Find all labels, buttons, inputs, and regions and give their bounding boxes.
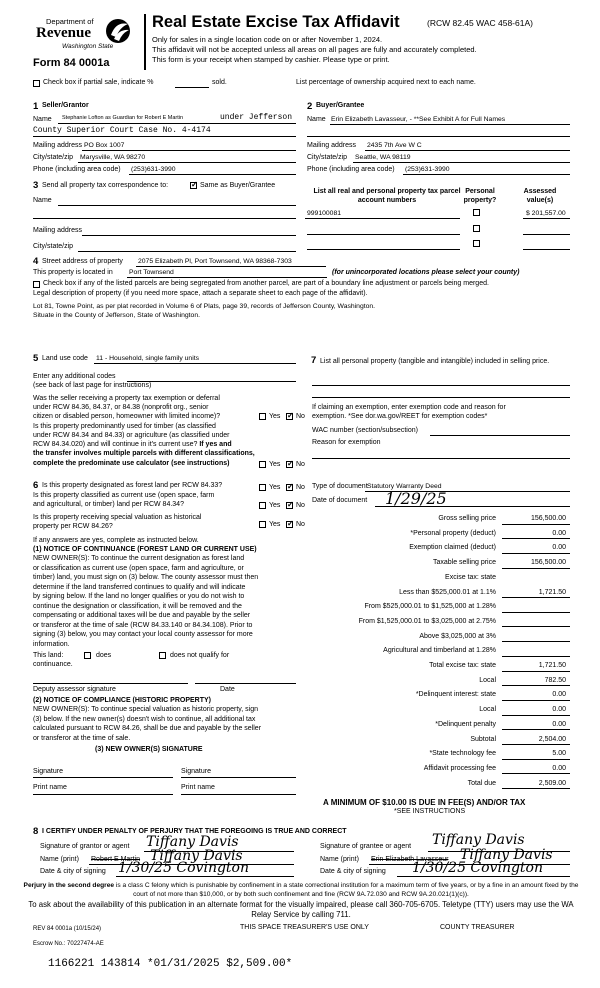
same-as-buyer-checkbox[interactable] <box>190 182 197 189</box>
historic-yes-label: Yes <box>269 521 281 528</box>
seller-phone-label: Phone (including area code) <box>33 166 121 173</box>
section-3-number: 3 <box>33 180 39 191</box>
tax-row-value[interactable]: 0.00 <box>552 544 566 552</box>
dept-line2: Revenue <box>36 25 91 41</box>
form-number: Form 84 0001a <box>33 57 110 69</box>
notice-line: calculated pursuant to RCW 84.26, shall be due and payable by the seller <box>33 725 262 732</box>
deputy-signature-label: Deputy assessor signature <box>33 686 116 693</box>
seller-name-prefix: Stephanie Lofton as Guardian for Robert E Martin <box>62 115 184 121</box>
notice-continuance-title: (1) NOTICE OF CONTINUANCE (FOREST LAND OR CURRENT USE) <box>33 546 257 553</box>
tax-row-label: Agricultural and timberland at 1.28% <box>383 647 496 655</box>
tax-row-label: Local <box>479 676 496 684</box>
seller-mailing-label: Mailing address <box>33 142 83 149</box>
additional-codes-label: Enter any additional codes <box>33 373 116 380</box>
partial-sale-sold: sold. <box>212 79 227 86</box>
segregate-label: Check box if any of the listed parcels are being segregated from another parcel, are part of a boundary line adjustment or parcels being merged. <box>43 280 489 287</box>
county-treasurer-label: COUNTY TREASURER <box>440 924 515 931</box>
escrow-value: 70227474-AE <box>67 941 104 947</box>
grantor-name-handwritten[interactable]: Tiffany Davis <box>150 848 243 864</box>
header-divider <box>144 14 146 70</box>
timber-question-line4: the transfer involves multiple parcels with different classifications, <box>33 450 255 457</box>
grantee-signature[interactable]: Tiffany Davis <box>432 832 525 848</box>
grantee-name-struck: Erin Elizabeth Lavasseur <box>371 856 449 863</box>
document-date-label: Date of document <box>312 497 368 504</box>
timber-question-line1: Is this property predominantly used for timber (as classified <box>33 423 216 430</box>
tax-row-underline <box>502 729 570 730</box>
tax-row-label: Subtotal <box>470 735 496 743</box>
ownership-note: List percentage of ownership acquired next to each name. <box>296 79 476 86</box>
tax-row-underline <box>502 568 570 569</box>
current-use-yes-label: Yes <box>269 502 281 509</box>
tax-row-label: Less than $525,000.01 at 1.1% <box>399 588 496 596</box>
historic-no-label: No <box>296 521 305 528</box>
corr-name-label: Name <box>33 197 52 204</box>
current-use-no-label: No <box>296 502 305 509</box>
alt-format-notice <box>20 900 582 920</box>
exemption-question-line3: citizen or disabled person, homeowner with limited income)? <box>33 413 221 420</box>
grantee-date-city[interactable]: 1/30/25 Covington <box>412 860 543 876</box>
alt-format-text2: (TTY) users may use the WA Relay Service by calling 711. <box>251 900 574 919</box>
exemption-question-line1: Was the seller receiving a property tax exemption or deferral <box>33 395 220 402</box>
grantee-signature-label: Signature of grantee or agent <box>320 843 412 850</box>
notice-compliance-title: (2) NOTICE OF COMPLIANCE (HISTORIC PROPERTY) <box>33 697 211 704</box>
tax-row-underline <box>502 524 570 525</box>
perjury-text1: is a class C felony which is punishable by confinement in a state correctional institution for a maximum term of five years, or by <box>114 882 485 889</box>
timber-question-line3-text: RCW 84.34.020) and will continue in it's current use? <box>33 441 198 448</box>
timber-no-label: No <box>296 461 305 468</box>
buyer-name-label: Name <box>307 116 326 123</box>
continuance-label: continuance. <box>33 661 73 668</box>
notice-line: or transferor at the time of sale. <box>33 734 131 742</box>
buyer-name-value[interactable]: Erin Elizabeth Lavasseur, - **See Exhibit A for Full Names <box>331 116 506 123</box>
additional-codes-field[interactable] <box>127 381 296 382</box>
tax-row-value[interactable]: 0.00 <box>552 764 566 772</box>
exemption-no-label: No <box>296 413 305 420</box>
tax-row-label: Local <box>479 706 496 714</box>
document-type-value[interactable]: Statutory Warranty Deed <box>367 483 442 490</box>
tax-row-value[interactable]: 2,504.00 <box>538 735 566 743</box>
owner-print-name-field-1[interactable] <box>33 794 173 795</box>
parcel-number[interactable]: 999100081 <box>307 210 342 217</box>
seller-mailing-value[interactable]: PO Box 1007 <box>84 142 125 149</box>
correspondence-label: Send all property tax correspondence to: <box>42 182 169 189</box>
tax-row-label: Taxable selling price <box>432 559 496 567</box>
treasurer-space-label: THIS SPACE TREASURER'S USE ONLY <box>240 924 369 931</box>
forest-yes-label: Yes <box>269 484 281 491</box>
tax-row-label: Gross selling price <box>438 515 496 522</box>
tax-row-value[interactable]: 0.00 <box>552 706 566 714</box>
seller-name-continued: County Superior Court Case No. 4-4174 <box>33 126 211 135</box>
grantee-date-label: Date & city of signing <box>320 868 386 875</box>
notice-line: timber) land, you must sign on (3) below. The county assessor must then <box>33 574 259 581</box>
does-qualify-label: does <box>96 652 112 659</box>
current-use-question-line1: Is this property classified as current use (open space, farm <box>33 492 215 499</box>
exemption-claim-line1: If claiming an exemption, enter exemption code and reason for <box>312 404 506 411</box>
tax-row-label: Excise tax: state <box>445 573 496 581</box>
notice-line: compensating or additional taxes will be due and payable by the seller <box>33 612 251 619</box>
grantor-name-struck: Robert E Martin <box>91 856 141 863</box>
seller-heading: Seller/Grantor <box>42 102 89 109</box>
historic-yes-checkbox[interactable] <box>259 521 266 528</box>
current-use-yes-checkbox[interactable] <box>259 502 266 509</box>
notice-line: by signing below. If the land no longer qualifies or you do not wish to <box>33 593 245 600</box>
document-type-label: Type of document <box>312 483 368 490</box>
notice-line: signing (3) below, you may contact your local county assessor for more <box>33 631 253 638</box>
partial-sale-percent-field[interactable] <box>175 87 209 88</box>
historic-no-checkbox[interactable] <box>286 521 293 528</box>
additional-codes-sub: (see back of last page for instructions) <box>33 382 152 389</box>
does-not-qualify-checkbox[interactable] <box>159 652 166 659</box>
buyer-city-value[interactable]: Seattle, WA 98119 <box>355 154 411 161</box>
tax-row-underline <box>502 612 570 613</box>
assessed-value-col-header: Assessed value(s) <box>523 188 557 204</box>
grantor-signature-label: Signature of grantor or agent <box>40 843 130 850</box>
notice-line: (3) below. If the new owner(s) doesn't wish to continue, all additional tax <box>33 715 256 723</box>
escrow-number <box>33 941 104 947</box>
revenue-logo-icon <box>104 15 132 47</box>
grantee-name-label: Name (print) <box>320 856 359 863</box>
buyer-phone-value[interactable]: (253)631-3990 <box>405 166 450 173</box>
buyer-heading: Buyer/Grantee <box>316 102 365 109</box>
new-owners-signature-heading: (3) NEW OWNER(S) SIGNATURE <box>95 746 203 753</box>
seller-city-label: City/state/zip <box>33 154 74 161</box>
tax-row-label: *Delinquent penalty <box>435 720 496 728</box>
owner-signature-label-1: Signature <box>33 768 63 775</box>
legal-description-label: Legal description of property (if you need more space, attach a separate sheet to each page of the affidavit). <box>33 290 368 297</box>
section-5-number: 5 <box>33 353 39 364</box>
wac-label: WAC number (section/subsection) <box>312 427 418 434</box>
tax-row-underline <box>502 685 570 686</box>
tax-row-underline <box>502 626 570 627</box>
tax-row-value[interactable]: 156,500.00 <box>530 559 566 567</box>
personal-property-checkbox-1[interactable] <box>473 209 480 216</box>
owner-signature-label-2: Signature <box>181 768 211 775</box>
forest-land-question: Is this property designated as forest land per RCW 84.33? <box>42 482 223 489</box>
corr-city-label: City/state/zip <box>33 243 74 250</box>
cashier-receipt-stamp: 1166221 143814 *01/31/2025 $2,509.00* <box>48 958 293 970</box>
located-label: This property is located in <box>33 269 113 276</box>
tax-row-label: *Delinquent interest: state <box>415 691 496 699</box>
notice-line2: This affidavit will not be accepted unless all areas on all pages are fully and accurately completed. <box>152 45 477 54</box>
buyer-city-label: City/state/zip <box>307 154 348 161</box>
escrow-label: Escrow No.: <box>33 941 66 947</box>
parcel-col-header: List all real and personal property tax parcel account numbers <box>313 188 461 204</box>
form-revision: REV 84 0001a (10/15/24) <box>33 926 102 932</box>
owner-signature-field-1[interactable] <box>33 777 173 778</box>
perjury-notice <box>20 881 582 899</box>
this-land-label: This land: <box>33 652 64 659</box>
perjury-bold: Perjury in the second degree <box>23 882 115 889</box>
tax-row-label: Affidavit processing fee <box>423 764 496 772</box>
perjury-text2: a fine in an amount fixed by the court of not more than $10,000, or by both such confinement and fine (RCW 9A.72.030 and RCW 9A.20.021(1)(c)). <box>133 882 579 898</box>
forest-yes-checkbox[interactable] <box>259 484 266 491</box>
notice-line: determine if the land transferred continues to qualify and will indicate <box>33 583 246 591</box>
owner-signature-field-2[interactable] <box>181 777 296 778</box>
assessed-value[interactable]: $ 201,557.00 <box>526 210 566 217</box>
timber-no-checkbox[interactable] <box>286 461 293 468</box>
reason-label: Reason for exemption <box>312 439 381 446</box>
seller-name-label: Name <box>33 116 52 123</box>
seller-phone-value[interactable]: (253)631-3990 <box>131 166 176 173</box>
tax-row-label: Exemption claimed (deduct) <box>409 544 496 552</box>
personal-property-label: List all personal property (tangible and intangible) included in selling price. <box>320 358 550 365</box>
buyer-mailing-value[interactable]: 2435 7th Ave W C <box>367 142 422 149</box>
tax-row-underline <box>502 715 570 716</box>
grantee-name-handwritten[interactable]: Tiffany Davis <box>460 847 553 863</box>
corr-mailing-label: Mailing address <box>33 227 83 234</box>
owner-print-name-field-2[interactable] <box>181 794 296 795</box>
tax-row-value[interactable]: 0.00 <box>552 720 566 728</box>
timber-yes-checkbox[interactable] <box>259 461 266 468</box>
document-date-value[interactable]: 1/29/25 <box>385 489 447 508</box>
does-qualify-checkbox[interactable] <box>84 652 91 659</box>
notice-line: continue the designation or classification, it will be removed and the <box>33 602 242 610</box>
tax-row-underline <box>502 759 570 760</box>
personal-property-checkbox-3[interactable] <box>473 240 480 247</box>
located-value[interactable]: Port Townsend <box>129 269 174 276</box>
tax-row-label: Above $3,025,000 at 3% <box>419 632 496 640</box>
deputy-signature-field[interactable] <box>33 683 188 684</box>
tax-row-value[interactable]: 782.50 <box>544 676 566 684</box>
section-6-number: 6 <box>33 480 39 491</box>
personal-property-col-header: Personal property? <box>463 188 497 204</box>
grantor-name-label: Name (print) <box>40 856 79 863</box>
partial-sale-label: Check box if partial sale, indicate % <box>43 79 154 86</box>
section-1-number: 1 <box>33 101 39 112</box>
dept-line1: Department of <box>46 17 94 26</box>
section-2-number: 2 <box>307 101 313 112</box>
tax-row-underline <box>502 773 570 774</box>
section-4-number: 4 <box>33 256 39 267</box>
section-7-number: 7 <box>311 355 317 366</box>
certify-heading: I CERTIFY UNDER PENALTY OF PERJURY THAT THE FOREGOING IS TRUE AND CORRECT <box>42 828 347 835</box>
tax-row-underline <box>502 656 570 657</box>
notice-line: or classification as current use (open space, farm and agriculture, or <box>33 564 244 572</box>
unincorporated-note: (for unincorporated locations please select your county) <box>332 269 520 276</box>
historic-question-line1: Is this property receiving special valuation as historical <box>33 514 202 521</box>
exemption-question-line2: under RCW 84.36, 84.37, or 84.38 (nonprofit org., senior <box>33 404 209 411</box>
personal-property-field-1[interactable] <box>312 385 570 386</box>
tax-row-label: *Personal property (deduct) <box>410 529 496 537</box>
form-title: Real Estate Excise Tax Affidavit <box>152 13 400 31</box>
forest-no-label: No <box>296 484 305 491</box>
exemption-yes-label: Yes <box>269 413 281 420</box>
dept-line3: Washington State <box>62 43 114 50</box>
timber-question-line5: complete the predominate use calculator (see instructions) <box>33 460 230 467</box>
tax-row-label: *State technology fee <box>429 750 496 758</box>
owner-print-name-label-1: Print name <box>33 784 67 791</box>
timber-yes-label: Yes <box>269 461 281 468</box>
tax-row-value[interactable]: 0.00 <box>552 529 566 537</box>
current-use-question-line2: and agricultural, or timber) land per RCW 84.34? <box>33 501 184 508</box>
if-any-note: If any answers are yes, complete as instructed below. <box>33 537 199 544</box>
timber-question-line3 <box>33 441 232 448</box>
legal-description-line1[interactable]: Lot 81, Towne Point, as per plat recorded in Volume 6 of Plats, page 39, records of Jefferson County, Washington. <box>33 303 376 310</box>
does-not-qualify-label: does not qualify for <box>170 652 230 659</box>
seller-name-value: under Jefferson <box>220 113 293 122</box>
alt-format-text1: To ask about the availability of this publication in an alternate format for the visually impaired, please call 360-705-6705. Teletype <box>28 900 472 909</box>
notice-line3: This form is your receipt when stamped by cashier. Please type or print. <box>152 55 390 64</box>
tax-row-label: Total excise tax: state <box>429 662 496 669</box>
exemption-claim-line2: exemption. *See dor.wa.gov/REET for exemption codes* <box>312 413 488 420</box>
see-instructions: *SEE INSTRUCTIONS <box>394 808 466 815</box>
buyer-mailing-label: Mailing address <box>307 142 357 149</box>
personal-property-field-2[interactable] <box>312 397 570 398</box>
owner-print-name-label-2: Print name <box>181 784 215 791</box>
section-8-number: 8 <box>33 826 39 837</box>
notice-line: information. <box>33 640 70 648</box>
timber-question-line2: under RCW 84.34 and 84.33) or agriculture (as classified under <box>33 432 230 439</box>
tax-row-label: From $1,525,000.01 to $3,025,000 at 2.75% <box>358 617 496 625</box>
land-use-value[interactable]: 11 - Household, single family units <box>96 355 200 362</box>
grantor-signature[interactable]: Tiffany Davis <box>146 834 239 850</box>
grantor-date-label: Date & city of signing <box>40 868 106 875</box>
tax-row-underline <box>502 671 570 672</box>
exemption-yes-checkbox[interactable] <box>259 413 266 420</box>
form-citation: (RCW 82.45 WAC 458-61A) <box>427 18 533 28</box>
deputy-date-field[interactable] <box>195 683 296 684</box>
grantor-date-city[interactable]: 1/30/25 Covington <box>118 860 249 876</box>
historic-question-line2: property per RCW 84.26? <box>33 523 113 530</box>
tax-row-value[interactable]: 1,721.50 <box>538 662 566 669</box>
tax-row-underline <box>502 553 570 554</box>
seller-city-value[interactable]: Marysville, WA 98270 <box>80 154 146 161</box>
land-use-label: Land use code <box>42 355 88 362</box>
personal-property-checkbox-2[interactable] <box>473 225 480 232</box>
tax-row-underline <box>502 538 570 539</box>
tax-row-value[interactable]: 0.00 <box>552 691 566 699</box>
corr-city-field[interactable] <box>78 251 296 252</box>
tax-row-underline <box>502 597 570 598</box>
timber-question-line3-bold: If yes and <box>199 441 232 448</box>
corr-mailing-field[interactable] <box>82 235 296 236</box>
legal-description-line2[interactable]: Situate in the County of Jefferson, State of Washington. <box>33 312 201 319</box>
tax-row-value[interactable]: 156,500.00 <box>530 515 566 522</box>
reason-field[interactable] <box>312 458 570 459</box>
partial-sale-checkbox[interactable] <box>33 80 40 87</box>
notice-line: NEW OWNER(S): To continue special valuation as historic property, sign <box>33 706 258 713</box>
tax-row-underline <box>502 700 570 701</box>
forest-no-checkbox[interactable] <box>286 484 293 491</box>
tax-row-value[interactable]: 2,509.00 <box>538 779 566 787</box>
notice-line: or transferor at the time of sale (RCW 84.33.140 or 84.34.108). Prior to <box>33 621 253 629</box>
exemption-no-checkbox[interactable] <box>286 413 293 420</box>
notice-line1: Only for sales in a single location code on or after November 1, 2024. <box>152 35 383 44</box>
same-as-buyer-label: Same as Buyer/Grantee <box>200 182 276 189</box>
deputy-date-label: Date <box>220 686 235 693</box>
tax-row-value[interactable]: 5.00 <box>552 750 566 758</box>
street-value[interactable]: 2075 Elizabeth Pl, Port Townsend, WA 98368-7303 <box>138 258 292 265</box>
tax-row-underline <box>502 788 570 789</box>
street-label: Street address of property <box>42 258 123 265</box>
tax-row-value[interactable]: 1,721.50 <box>538 588 566 596</box>
wac-field[interactable] <box>430 435 570 436</box>
current-use-no-checkbox[interactable] <box>286 502 293 509</box>
tax-row-underline <box>502 744 570 745</box>
notice-line: NEW OWNER(S): To continue the current designation as forest land <box>33 555 245 562</box>
tax-row-label: From $525,000.01 to $1,525,000 at 1.28% <box>364 603 496 611</box>
tax-row-underline <box>502 641 570 642</box>
corr-name-field[interactable] <box>58 205 296 206</box>
buyer-phone-label: Phone (including area code) <box>307 166 395 173</box>
tax-row-label: Total due <box>467 779 496 787</box>
segregate-checkbox[interactable] <box>33 281 40 288</box>
minimum-fee-notice: A MINIMUM OF $10.00 IS DUE IN FEE(S) AND/OR TAX <box>323 798 526 807</box>
